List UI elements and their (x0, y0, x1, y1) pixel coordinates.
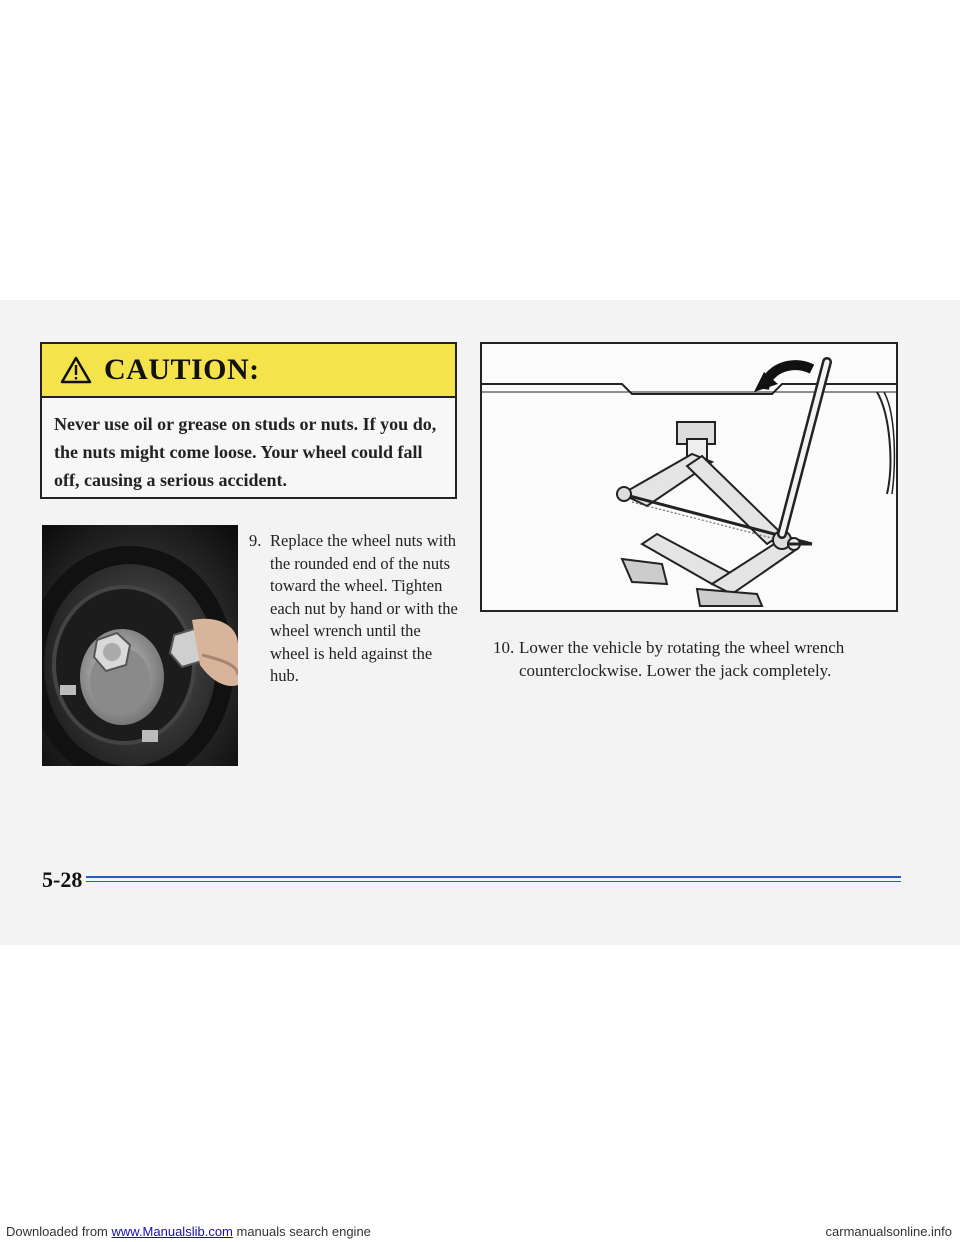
caution-header (42, 344, 455, 398)
jack-illustration (480, 342, 898, 612)
download-credit-prefix: Downloaded from (6, 1224, 112, 1239)
step-9-text: Replace the wheel nuts with the rounded end of the nuts toward the wheel. Tighten each nut by hand or with the wheel wrench until the wheel is held against the hub. (270, 531, 458, 685)
download-credit (6, 1224, 371, 1239)
caution-text: Never use oil or grease on studs or nuts. If you do, the nuts might come loose. Your wheel could fall off, causing a serious accident. (54, 414, 437, 490)
site-watermark: carmanualsonline.info (825, 1224, 952, 1239)
step-10-text: Lower the vehicle by rotating the wheel wrench counterclockwise. Lower the jack completely. (519, 638, 845, 680)
page-number: 5-28 (42, 867, 83, 892)
step-9-number: 9. (249, 531, 262, 550)
step-10-number: 10. (493, 638, 515, 657)
step-9 (249, 530, 459, 688)
caution-title: CAUTION: (104, 353, 260, 386)
wheel-nut-photo (42, 525, 238, 766)
step-10 (493, 636, 913, 682)
warning-triangle-icon (60, 356, 92, 384)
footer-rule (86, 876, 901, 878)
manualslib-link[interactable]: www.Manualslib.com (111, 1224, 233, 1239)
footer-rule-thin (86, 881, 901, 882)
caution-box (40, 342, 457, 499)
download-credit-suffix: manuals search engine (232, 1224, 371, 1239)
